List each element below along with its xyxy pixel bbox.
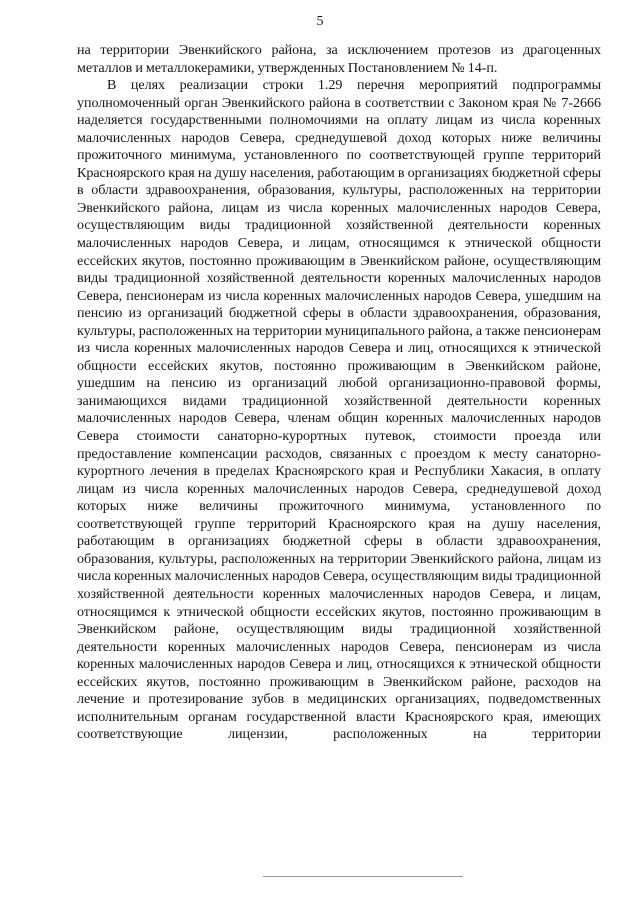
footer-divider: [263, 876, 463, 877]
page-number: 5: [316, 14, 324, 29]
paragraph-main: В целях реализации строки 1.29 перечня мероприятий подпрограммы уполномоченный орган Эвенкийского района в соответствии с Законом края № 7-2666 наделяется государственными полномочиями на оплату лицам из числа коренных малочисленных народов Севера, среднедушевой доход которых ниже величины прожиточного минимума, установленного по соответствующей группе территорий Красноярского края на душу населения, работающим в организациях бюджетной сферы в области здравоохранения, образования, культуры, расположенных на территории Эвенкийского района, лицам из числа коренных малочисленных народов Севера, осуществляющим виды традиционной хозяйственной деятельности коренных малочисленных народов Севера, и лицам, относящимся к этнической общности ессейских якутов, постоянно проживающим в Эвенкийском районе, осуществляющим виды традиционной хозяйственной деятельности коренных малочисленных народов Севера, пенсионерам из числа коренных малочисленных народов Севера, ушедшим на пенсию из организаций бюджетной сферы в области здравоохранения, образования, культуры, расположенных на территории муниципального района, а также пенсионерам из числа коренных малочисленных народов Севера и лиц, относящихся к этнической общности ессейских якутов, постоянно проживающим в Эвенкийском районе, ушедшим на пенсию из организаций любой организационно-правовой формы, занимающихся видами традиционной хозяйственной деятельности коренных малочисленных народов Севера, членам общин коренных малочисленных народов Севера стоимости санаторно-курортных путевок, стоимости проезда или предоставление компенсации расходов, связанных с проездом к месту санаторно-курортного лечения в пределах Красноярского края и Республики Хакасия, в оплату лицам из числа коренных малочисленных народов Севера, среднедушевой доход которых ниже величины прожиточного минимума, установленного по соответствующей группе территорий Красноярского края на душу населения, работающим в организациях бюджетной сферы в области здравоохранения, образования, культуры, расположенных на территории Эвенкийского района, лицам из числа коренных малочисленных народов Севера, осуществляющим виды традиционной хозяйственной деятельности коренных малочисленных народов Севера, и лицам, относящимся к этнической общности ессейских якутов, постоянно проживающим в Эвенкийском районе, осуществляющим виды традиционной хозяйственной деятельности коренных малочисленных народов Севера, пенсионерам из числа коренных малочисленных народов Севера и лиц, относящихся к этнической общности ессейских якутов, постоянно проживающим в Эвенкийском районе, расходов на лечение и протезирование зубов в медицинских организациях, подведомственных исполнительным органам государственной власти Красноярского края, имеющих соответствующие лицензии, расположенных на территории: [77, 77, 602, 743]
paragraph-continuation: на территории Эвенкийского района, за исключением протезов из драгоценных металлов и металлокерамики, утвержденных Постановлением № 14-п.: [77, 42, 601, 76]
document-body: [77, 42, 601, 744]
